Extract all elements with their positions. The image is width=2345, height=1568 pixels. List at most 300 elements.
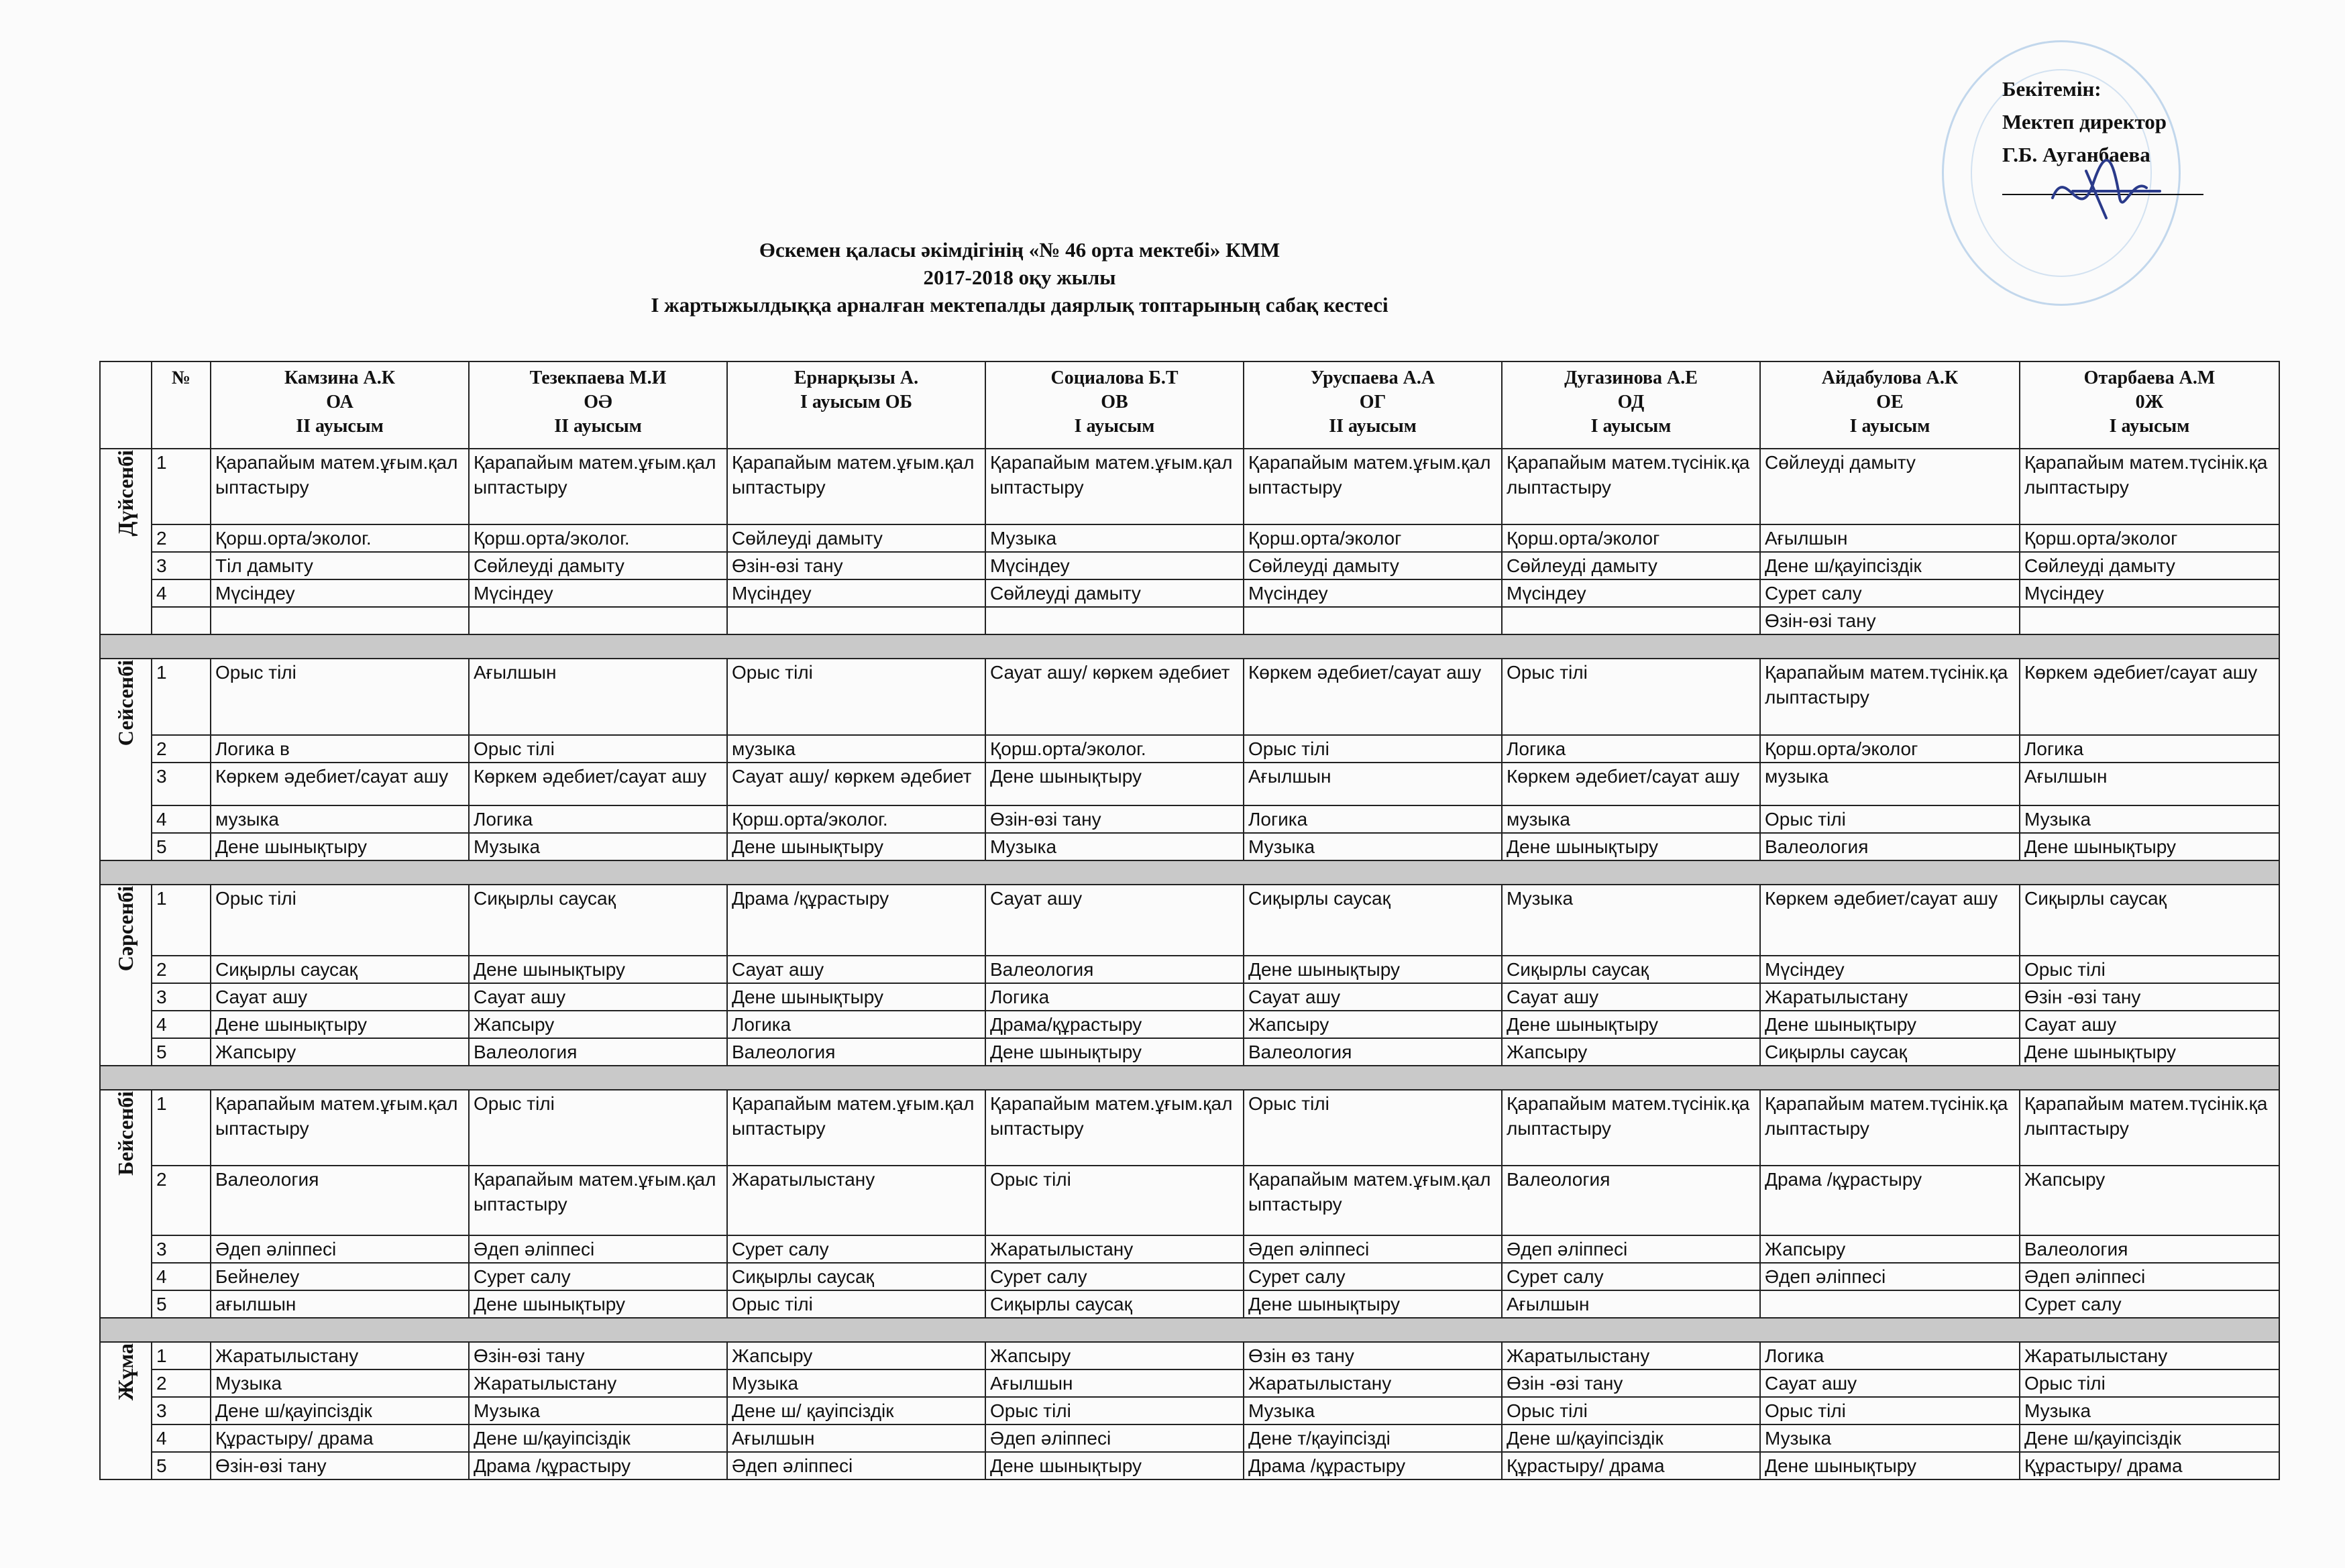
lesson-cell	[727, 735, 985, 763]
academic-year: 2017-2018 оқу жылы	[923, 266, 1116, 289]
lesson-cell	[1244, 524, 1502, 552]
lesson-subject: Әдеп әліппесі	[2024, 1266, 2146, 1287]
lesson-cell	[2020, 1452, 2279, 1479]
lesson-subject: Сиқырлы саусақ	[215, 959, 358, 980]
lesson-subject: Өзін-өзі тану	[474, 1345, 585, 1366]
lesson-subject: Жаратылыстану	[474, 1373, 617, 1394]
lesson-subject: музыка	[732, 738, 796, 759]
lesson-subject: Қорш.орта/эколог	[1507, 528, 1660, 549]
lesson-subject: Музыка	[474, 836, 541, 857]
lesson-cell	[211, 885, 469, 956]
lesson-cell	[727, 1342, 985, 1369]
lesson-subject: Әдеп әліппесі	[474, 1239, 595, 1259]
lesson-cell	[985, 1290, 1244, 1318]
shift-label: І ауысым	[2109, 416, 2190, 437]
lesson-subject: Мүсіндеу	[2024, 583, 2104, 604]
lesson-cell	[2020, 956, 2279, 983]
lesson-subject: Қорш.орта/эколог.	[990, 738, 1146, 759]
lesson-subject: Қорш.орта/эколог.	[474, 528, 630, 549]
lesson-subject: Мүсіндеу	[1507, 583, 1586, 604]
lesson-cell	[1760, 1452, 2020, 1479]
lesson-subject: Қарапайым матем.түсінік.қалыптастыру	[1765, 1093, 2008, 1139]
lesson-cell	[2020, 1290, 2279, 1318]
lesson-subject: Музыка	[990, 836, 1057, 857]
lesson-subject: Музыка	[215, 1373, 282, 1394]
lesson-subject: Жаратылыстану	[1248, 1373, 1392, 1394]
lesson-cell	[985, 1397, 1244, 1424]
lesson-subject: Жаратылыстану	[990, 1239, 1134, 1259]
lesson-subject: Сиқырлы саусақ	[732, 1266, 874, 1287]
lesson-cell	[469, 763, 727, 805]
lesson-subject: Дене т/қауіпсізді	[1248, 1428, 1390, 1449]
lesson-subject: Музыка	[2024, 809, 2091, 830]
teacher-name: Дугазинова А.Е	[1564, 368, 1698, 388]
lesson-cell	[985, 1090, 1244, 1166]
lesson-cell	[1244, 607, 1502, 634]
lesson-subject: Орыс тілі	[1507, 662, 1588, 683]
lesson-subject: Дене шынықтыру	[732, 987, 883, 1007]
lesson-subject: Дене шынықтыру	[215, 1014, 367, 1035]
lesson-cell	[1760, 1263, 2020, 1290]
schedule-title: І жартыжылдыққа арналған мектепалды даярлық топтарының сабақ кестесі	[651, 293, 1388, 317]
lesson-subject: Драма/құрастыру	[990, 1014, 1142, 1035]
lesson-number: 5	[152, 1452, 211, 1479]
lesson-subject: Әдеп әліппесі	[1765, 1266, 1886, 1287]
header-teacher	[469, 361, 727, 449]
schedule-row	[100, 1038, 2279, 1066]
lesson-cell	[211, 735, 469, 763]
lesson-subject: Жапсыру	[474, 1014, 555, 1035]
lesson-cell	[727, 805, 985, 833]
lesson-cell	[469, 1090, 727, 1166]
lesson-cell	[1244, 735, 1502, 763]
lesson-subject: Дене шынықтыру	[1507, 1014, 1658, 1035]
lesson-subject: Музыка	[990, 528, 1057, 549]
lesson-subject: Музыка	[1507, 888, 1574, 909]
teacher-name: Социалова Б.Т	[1050, 368, 1179, 388]
lesson-subject: Орыс тілі	[474, 1093, 555, 1114]
header-teacher	[1760, 361, 2020, 449]
lesson-cell	[469, 449, 727, 524]
lesson-cell	[1760, 1290, 2020, 1318]
header-teacher	[727, 361, 985, 449]
lesson-number: 4	[152, 1011, 211, 1038]
day-separator	[100, 1318, 2279, 1342]
schedule-row	[100, 552, 2279, 579]
lesson-subject: музыка	[1507, 809, 1570, 830]
lesson-subject: Дене шынықтыру	[1765, 1455, 1916, 1476]
lesson-cell	[1502, 1397, 1760, 1424]
lesson-cell	[985, 1166, 1244, 1235]
lesson-cell	[727, 524, 985, 552]
lesson-subject: Дене шынықтыру	[1248, 1294, 1400, 1314]
lesson-cell	[2020, 763, 2279, 805]
lesson-cell	[1244, 1369, 1502, 1397]
lesson-cell	[985, 524, 1244, 552]
lesson-cell	[727, 1090, 985, 1166]
lesson-subject: музыка	[215, 809, 279, 830]
lesson-subject: Қарапайым матем.ұғым.қалыптастыру	[732, 1093, 975, 1139]
lesson-subject: Дене шынықтыру	[474, 959, 625, 980]
lesson-subject: Жаратылыстану	[2024, 1345, 2168, 1366]
lesson-subject: Сурет салу	[732, 1239, 829, 1259]
lesson-subject: Жаратылыстану	[1507, 1345, 1650, 1366]
lesson-subject: Орыс тілі	[1248, 738, 1329, 759]
lesson-subject: Қорш.орта/эколог.	[732, 809, 888, 830]
lesson-cell	[985, 805, 1244, 833]
lesson-subject: Сурет салу	[2024, 1294, 2122, 1314]
lesson-cell	[469, 524, 727, 552]
lesson-cell	[211, 1263, 469, 1290]
lesson-cell	[1502, 659, 1760, 735]
lesson-subject: Дене ш/қауіпсіздік	[215, 1400, 372, 1421]
lesson-subject: Драма /құрастыру	[474, 1455, 631, 1476]
lesson-cell	[1760, 1166, 2020, 1235]
lesson-subject: Ағылшын	[1507, 1294, 1590, 1314]
teacher-name: Айдабулова А.К	[1821, 368, 1959, 388]
lesson-cell	[2020, 1011, 2279, 1038]
lesson-subject: Сиқырлы саусақ	[474, 888, 616, 909]
lesson-cell	[727, 552, 985, 579]
schedule-header-row	[100, 361, 2279, 449]
day-label-cell	[100, 1342, 152, 1479]
lesson-subject: Жапсыру	[2024, 1169, 2106, 1190]
lesson-subject: Мүсіндеу	[215, 583, 295, 604]
lesson-cell	[1502, 1090, 1760, 1166]
lesson-cell	[469, 1424, 727, 1452]
lesson-cell	[2020, 1342, 2279, 1369]
lesson-subject: Валеология	[215, 1169, 319, 1190]
lesson-cell	[1502, 735, 1760, 763]
lesson-number: 1	[152, 449, 211, 524]
lesson-cell	[1502, 885, 1760, 956]
lesson-cell	[1502, 552, 1760, 579]
schedule-row	[100, 763, 2279, 805]
lesson-subject: Жаратылыстану	[732, 1169, 875, 1190]
lesson-cell	[2020, 552, 2279, 579]
schedule-row	[100, 1342, 2279, 1369]
lesson-subject: Жапсыру	[732, 1345, 813, 1366]
lesson-subject: Дене ш/қауіпсіздік	[1765, 555, 1922, 576]
lesson-cell	[211, 1397, 469, 1424]
lesson-subject: Қарапайым матем.ұғым.қалыптастыру	[474, 1169, 716, 1215]
lesson-cell	[1502, 1011, 1760, 1038]
lesson-subject: Өзін өз тану	[1248, 1345, 1354, 1366]
day-name: Жұма	[113, 1343, 138, 1401]
lesson-subject: Орыс тілі	[215, 662, 296, 683]
lesson-subject: Мүсіндеу	[732, 583, 812, 604]
lesson-cell	[1760, 833, 2020, 860]
lesson-subject: Өзін-өзі тану	[215, 1455, 327, 1476]
day-name: Бейсенбі	[113, 1091, 138, 1176]
lesson-subject: Өзін-өзі тану	[990, 809, 1101, 830]
lesson-subject: Дене шынықтыру	[990, 1455, 1142, 1476]
lesson-cell	[2020, 449, 2279, 524]
lesson-cell	[2020, 735, 2279, 763]
lesson-subject: Орыс тілі	[2024, 1373, 2106, 1394]
schedule-row	[100, 885, 2279, 956]
lesson-cell	[211, 983, 469, 1011]
lesson-subject: Музыка	[1248, 1400, 1315, 1421]
lesson-cell	[1502, 1290, 1760, 1318]
day-separator	[100, 1066, 2279, 1090]
lesson-subject: Қорш.орта/эколог	[2024, 528, 2178, 549]
lesson-subject: Музыка	[2024, 1400, 2091, 1421]
lesson-subject: Дене шынықтыру	[2024, 1042, 2176, 1062]
lesson-cell	[727, 1452, 985, 1479]
lesson-subject: Дене ш/қауіпсіздік	[2024, 1428, 2181, 1449]
lesson-cell	[2020, 1038, 2279, 1066]
lesson-subject: Драма /құрастыру	[1765, 1169, 1922, 1190]
header-teacher	[985, 361, 1244, 449]
group-code: ОД	[1617, 392, 1645, 412]
lesson-subject: Сөйлеуді дамыту	[2024, 555, 2175, 576]
lesson-cell	[1244, 1342, 1502, 1369]
lesson-cell	[1760, 1369, 2020, 1397]
lesson-cell	[211, 1424, 469, 1452]
lesson-subject: Валеология	[2024, 1239, 2128, 1259]
lesson-subject: Жаратылыстану	[1765, 987, 1908, 1007]
lesson-subject: Жаратылыстану	[215, 1345, 359, 1366]
lesson-cell	[1502, 1342, 1760, 1369]
lesson-number: 2	[152, 1166, 211, 1235]
lesson-cell	[727, 1235, 985, 1263]
lesson-subject: Өзін -өзі тану	[1507, 1373, 1623, 1394]
lesson-cell	[469, 833, 727, 860]
lesson-cell	[469, 552, 727, 579]
lesson-cell	[1760, 579, 2020, 607]
day-separator-row	[100, 1318, 2279, 1342]
lesson-cell	[985, 1235, 1244, 1263]
lesson-subject: Ағылшын	[474, 662, 557, 683]
lesson-cell	[1502, 1369, 1760, 1397]
schedule-row	[100, 1397, 2279, 1424]
lesson-cell	[2020, 1369, 2279, 1397]
schedule-row	[100, 1424, 2279, 1452]
approval-label: Бекітемін:	[2002, 77, 2102, 101]
schedule-row	[100, 1290, 2279, 1318]
schedule-row	[100, 524, 2279, 552]
lesson-cell	[1244, 1263, 1502, 1290]
lesson-subject: Сурет салу	[990, 1266, 1087, 1287]
lesson-cell	[211, 1452, 469, 1479]
lesson-cell	[211, 607, 469, 634]
lesson-subject: Сөйлеуді дамыту	[990, 583, 1141, 604]
lesson-cell	[1244, 1166, 1502, 1235]
lesson-cell	[211, 1342, 469, 1369]
lesson-subject: Көркем әдебиет/сауат ашу	[1765, 888, 1998, 909]
school-name: Өскемен қаласы әкімдігінің «№ 46 орта мектебі» КММ	[759, 238, 1280, 262]
lesson-cell	[2020, 579, 2279, 607]
lesson-subject: Орыс тілі	[1248, 1093, 1329, 1114]
lesson-subject: Логика	[1507, 738, 1566, 759]
lesson-subject: Сөйлеуді дамыту	[1765, 452, 1916, 473]
lesson-subject: Жапсыру	[1507, 1042, 1588, 1062]
lesson-subject: Сауат ашу/ көркем әдебиет	[990, 662, 1230, 683]
lesson-cell	[1502, 956, 1760, 983]
teacher-name: Уруспаева А.А	[1310, 368, 1435, 388]
lesson-subject: Дене шынықтыру	[990, 766, 1142, 787]
lesson-cell	[469, 1397, 727, 1424]
lesson-cell	[469, 1235, 727, 1263]
header-teacher	[1244, 361, 1502, 449]
lesson-cell	[211, 1090, 469, 1166]
lesson-cell	[2020, 607, 2279, 634]
lesson-cell	[1244, 1038, 1502, 1066]
lesson-cell	[985, 659, 1244, 735]
lesson-subject: Валеология	[474, 1042, 578, 1062]
lesson-cell	[727, 833, 985, 860]
lesson-cell	[469, 607, 727, 634]
lesson-number	[152, 607, 211, 634]
lesson-subject: Қарапайым матем.түсінік.қалыптастыру	[2024, 1093, 2268, 1139]
group-code: ОӘ	[584, 392, 612, 412]
lesson-subject: Дене ш/қауіпсіздік	[474, 1428, 631, 1449]
lesson-cell	[727, 1369, 985, 1397]
lesson-subject: Құрастыру/ драма	[215, 1428, 374, 1449]
lesson-cell	[727, 956, 985, 983]
lesson-subject: Музыка	[1765, 1428, 1832, 1449]
lesson-cell	[1244, 1290, 1502, 1318]
lesson-cell	[2020, 1263, 2279, 1290]
lesson-cell	[2020, 524, 2279, 552]
lesson-cell	[1502, 1424, 1760, 1452]
lesson-cell	[727, 1166, 985, 1235]
lesson-subject: Орыс тілі	[990, 1169, 1071, 1190]
lesson-subject: Дене шынықтыру	[2024, 836, 2176, 857]
lesson-number: 5	[152, 1290, 211, 1318]
lesson-cell	[727, 983, 985, 1011]
lesson-cell	[1244, 552, 1502, 579]
lesson-subject: Мүсіндеу	[1248, 583, 1328, 604]
lesson-subject: Әдеп әліппесі	[215, 1239, 337, 1259]
lesson-subject: Қарапайым матем.ұғым.қалыптастыру	[1248, 1169, 1491, 1215]
lesson-subject: Әдеп әліппесі	[990, 1428, 1111, 1449]
lesson-subject: Жапсыру	[990, 1345, 1071, 1366]
header-teacher	[211, 361, 469, 449]
lesson-subject: Қарапайым матем.түсінік.қалыптастыру	[1507, 1093, 1750, 1139]
lesson-subject: Мүсіндеу	[474, 583, 553, 604]
lesson-subject: Әдеп әліппесі	[732, 1455, 853, 1476]
schedule-row	[100, 1090, 2279, 1166]
day-name: Сейсенбі	[113, 660, 138, 746]
lesson-subject: Сурет салу	[1507, 1266, 1604, 1287]
day-label-cell	[100, 659, 152, 860]
lesson-subject: Дене шынықтыру	[1248, 959, 1400, 980]
lesson-subject: Әдеп әліппесі	[1248, 1239, 1370, 1259]
lesson-cell	[1760, 659, 2020, 735]
number-sign: №	[171, 368, 191, 388]
lesson-subject: Музыка	[1248, 836, 1315, 857]
group-code: ОГ	[1359, 392, 1386, 412]
header-teacher	[1502, 361, 1760, 449]
lesson-cell	[1760, 1038, 2020, 1066]
lesson-cell	[1244, 1090, 1502, 1166]
lesson-cell	[469, 1369, 727, 1397]
lesson-cell	[2020, 1166, 2279, 1235]
lesson-subject: Қарапайым матем.ұғым.қалыптастыру	[990, 1093, 1233, 1139]
lesson-cell	[727, 1290, 985, 1318]
teacher-name: Тезекпаева М.И	[529, 368, 667, 388]
lesson-subject: Бейнелеу	[215, 1266, 300, 1287]
lesson-cell	[1244, 983, 1502, 1011]
lesson-cell	[1502, 983, 1760, 1011]
lesson-cell	[727, 659, 985, 735]
lesson-cell	[1760, 1235, 2020, 1263]
lesson-cell	[985, 735, 1244, 763]
lesson-subject: музыка	[1765, 766, 1829, 787]
day-label-cell	[100, 449, 152, 634]
lesson-subject: Дене шынықтыру	[990, 1042, 1142, 1062]
group-code: ОЕ	[1876, 392, 1904, 412]
lesson-cell	[1244, 449, 1502, 524]
lesson-subject: Орыс тілі	[215, 888, 296, 909]
lesson-subject: Дене шынықтыру	[1507, 836, 1658, 857]
lesson-subject: Сөйлеуді дамыту	[474, 555, 624, 576]
lesson-subject: Драма /құрастыру	[1248, 1455, 1406, 1476]
lesson-cell	[211, 579, 469, 607]
lesson-cell	[1244, 956, 1502, 983]
shift-label: І ауысым	[1849, 416, 1930, 437]
group-code: ОВ	[1101, 392, 1128, 412]
lesson-cell	[2020, 659, 2279, 735]
lesson-cell	[985, 1424, 1244, 1452]
lesson-cell	[727, 885, 985, 956]
lesson-subject: Көркем әдебиет/сауат ашу	[474, 766, 707, 787]
lesson-subject: Сауат ашу	[2024, 1014, 2117, 1035]
lesson-cell	[1244, 659, 1502, 735]
lesson-number: 4	[152, 1263, 211, 1290]
lesson-cell	[727, 1397, 985, 1424]
lesson-cell	[985, 763, 1244, 805]
lesson-cell	[985, 552, 1244, 579]
day-separator-row	[100, 860, 2279, 885]
schedule-row	[100, 579, 2279, 607]
lesson-cell	[1760, 449, 2020, 524]
lesson-subject: Орыс тілі	[474, 738, 555, 759]
lesson-cell	[211, 1290, 469, 1318]
header-number	[152, 361, 211, 449]
lesson-cell	[727, 1263, 985, 1290]
lesson-subject: Валеология	[990, 959, 1094, 980]
schedule-row	[100, 1263, 2279, 1290]
lesson-subject: Логика	[990, 987, 1050, 1007]
lesson-cell	[211, 763, 469, 805]
lesson-cell	[985, 579, 1244, 607]
lesson-cell	[211, 524, 469, 552]
lesson-cell	[1760, 763, 2020, 805]
lesson-subject: Сауат ашу	[1248, 987, 1341, 1007]
lesson-cell	[469, 956, 727, 983]
lesson-number: 3	[152, 763, 211, 805]
lesson-cell	[727, 1011, 985, 1038]
lesson-subject: Орыс тілі	[990, 1400, 1071, 1421]
document-title	[0, 236, 2039, 319]
lesson-subject: Дене ш/ қауіпсіздік	[732, 1400, 894, 1421]
lesson-subject: Көркем әдебиет/сауат ашу	[2024, 662, 2258, 683]
lesson-subject: Дене ш/қауіпсіздік	[1507, 1428, 1664, 1449]
lesson-subject: Сауат ашу	[990, 888, 1083, 909]
shift-label: ІІ ауысым	[554, 416, 642, 437]
lesson-subject: Өзін-өзі тану	[732, 555, 843, 576]
lesson-subject: Құрастыру/ драма	[1507, 1455, 1665, 1476]
lesson-subject: Қарапайым матем.ұғым.қалыптастыру	[474, 452, 716, 498]
lesson-cell	[985, 607, 1244, 634]
lesson-subject: Дене шынықтыру	[215, 836, 367, 857]
lesson-cell	[469, 1011, 727, 1038]
lesson-cell	[211, 1369, 469, 1397]
lesson-subject: Ағылшын	[1248, 766, 1331, 787]
